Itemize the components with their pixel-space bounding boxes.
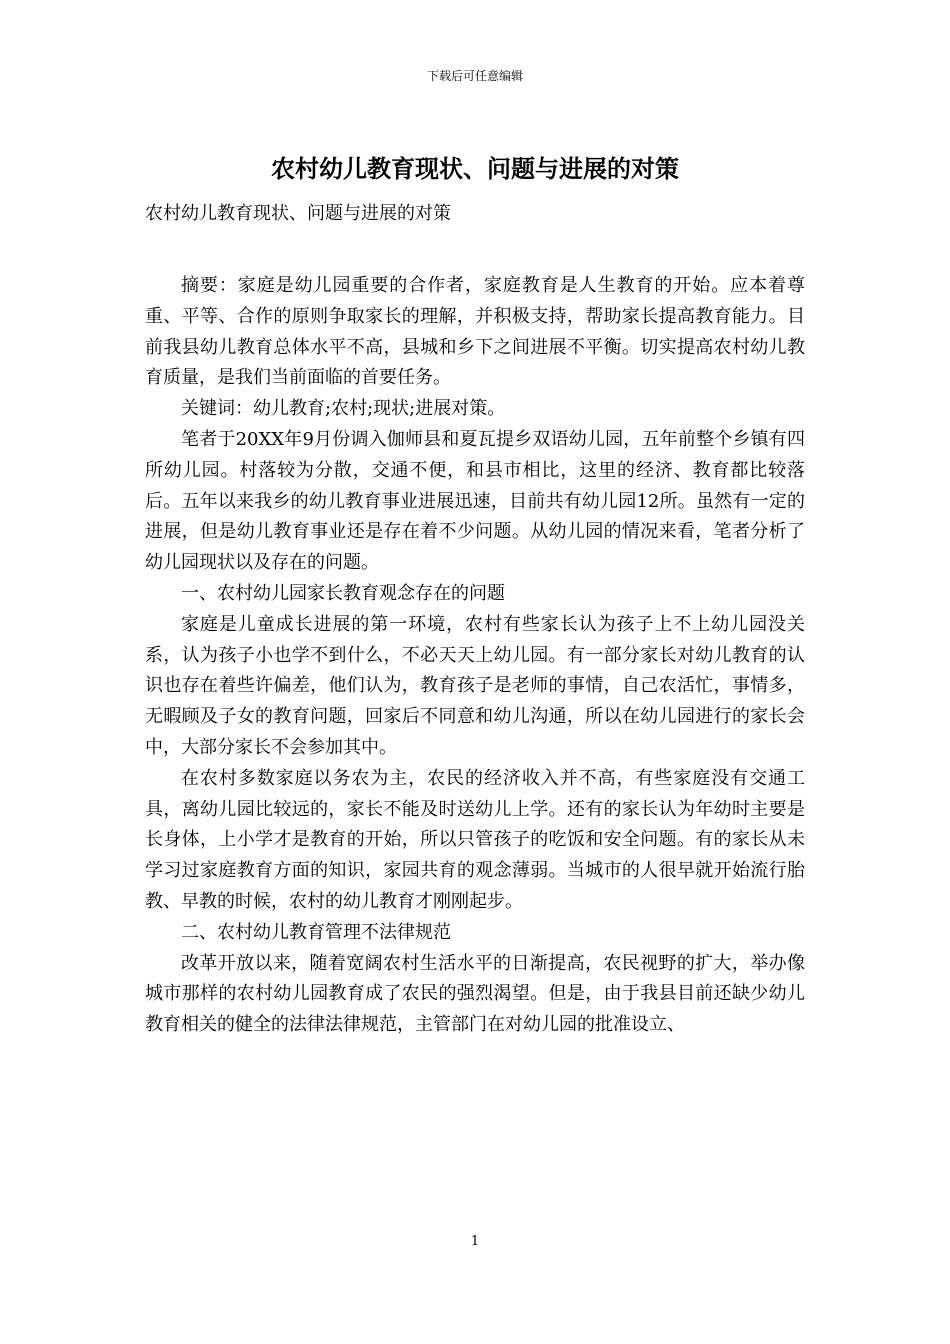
page-number: 1 <box>470 1234 480 1249</box>
section-1-paragraph-1: 家庭是儿童成长进展的第一环境，农村有些家长认为孩子上不上幼儿园没关系，认为孩子小也学不到什么，不必天天上幼儿园。有一部分家长对幼儿教育的认识也存在着些许偏差，他们认为，教育孩子是老师的事情，自己农活忙，事情多，无暇顾及子女的教育问题，回家后不同意和幼儿沟通，所以在幼儿园进行的家长会中，大部分家长不会参加其中。 <box>145 613 805 758</box>
keywords-paragraph: 关键词：幼儿教育;农村;现状;进展对策。 <box>181 398 506 420</box>
section-heading-2: 二、农村幼儿教育管理不法律规范 <box>181 921 451 943</box>
header-note: 下载后可任意编辑 <box>426 69 523 83</box>
document-body <box>145 271 805 1041</box>
section-1-paragraph-2: 在农村多数家庭以务农为主，农民的经济收入并不高，有些家庭没有交通工具，离幼儿园比较远的，家长不能及时送幼儿上学。还有的家长认为年幼时主要是长身体，上小学才是教育的开始，所以只管孩子的吃饭和安全问题。有的家长从未学习过家庭教育方面的知识，家园共育的观念薄弱。当城市的人很早就开始流行胎教、早教的时候，农村的幼儿教育才刚刚起步。 <box>145 767 805 912</box>
section-heading-1: 一、农村幼儿园家长教育观念存在的问题 <box>181 582 505 604</box>
section-2-paragraph-1: 改革开放以来，随着宽阔农村生活水平的日渐提高，农民视野的扩大，举办像城市那样的农村幼儿园教育成了农民的强烈渴望。但是，由于我县目前还缺少幼儿教育相关的健全的法律法律规范，主管部门在对幼儿园的批准设立、 <box>145 952 805 1036</box>
abstract-paragraph: 摘要：家庭是幼儿园重要的合作者，家庭教育是人生教育的开始。应本着尊重、平等、合作的原则争取家长的理解，并积极支持，帮助家长提高教育能力。目前我县幼儿教育总体水平不高，县城和乡下之间进展不平衡。切实提高农村幼儿教育质量，是我们当前面临的首要任务。 <box>145 275 805 389</box>
document-subtitle: 农村幼儿教育现状、问题与进展的对策 <box>145 203 451 224</box>
intro-paragraph: 笔者于20XX年9月份调入伽师县和夏瓦提乡双语幼儿园，五年前整个乡镇有四所幼儿园。村落较为分散，交通不便，和县市相比，这里的经济、教育都比较落后。五年以来我乡的幼儿教育事业进展迅速，目前共有幼儿园12所。虽然有一定的进展，但是幼儿教育事业还是存在着不少问题。从幼儿园的情况来看，笔者分析了幼儿园现状以及存在的问题。 <box>145 428 805 574</box>
document-title: 农村幼儿教育现状、问题与进展的对策 <box>271 154 679 183</box>
